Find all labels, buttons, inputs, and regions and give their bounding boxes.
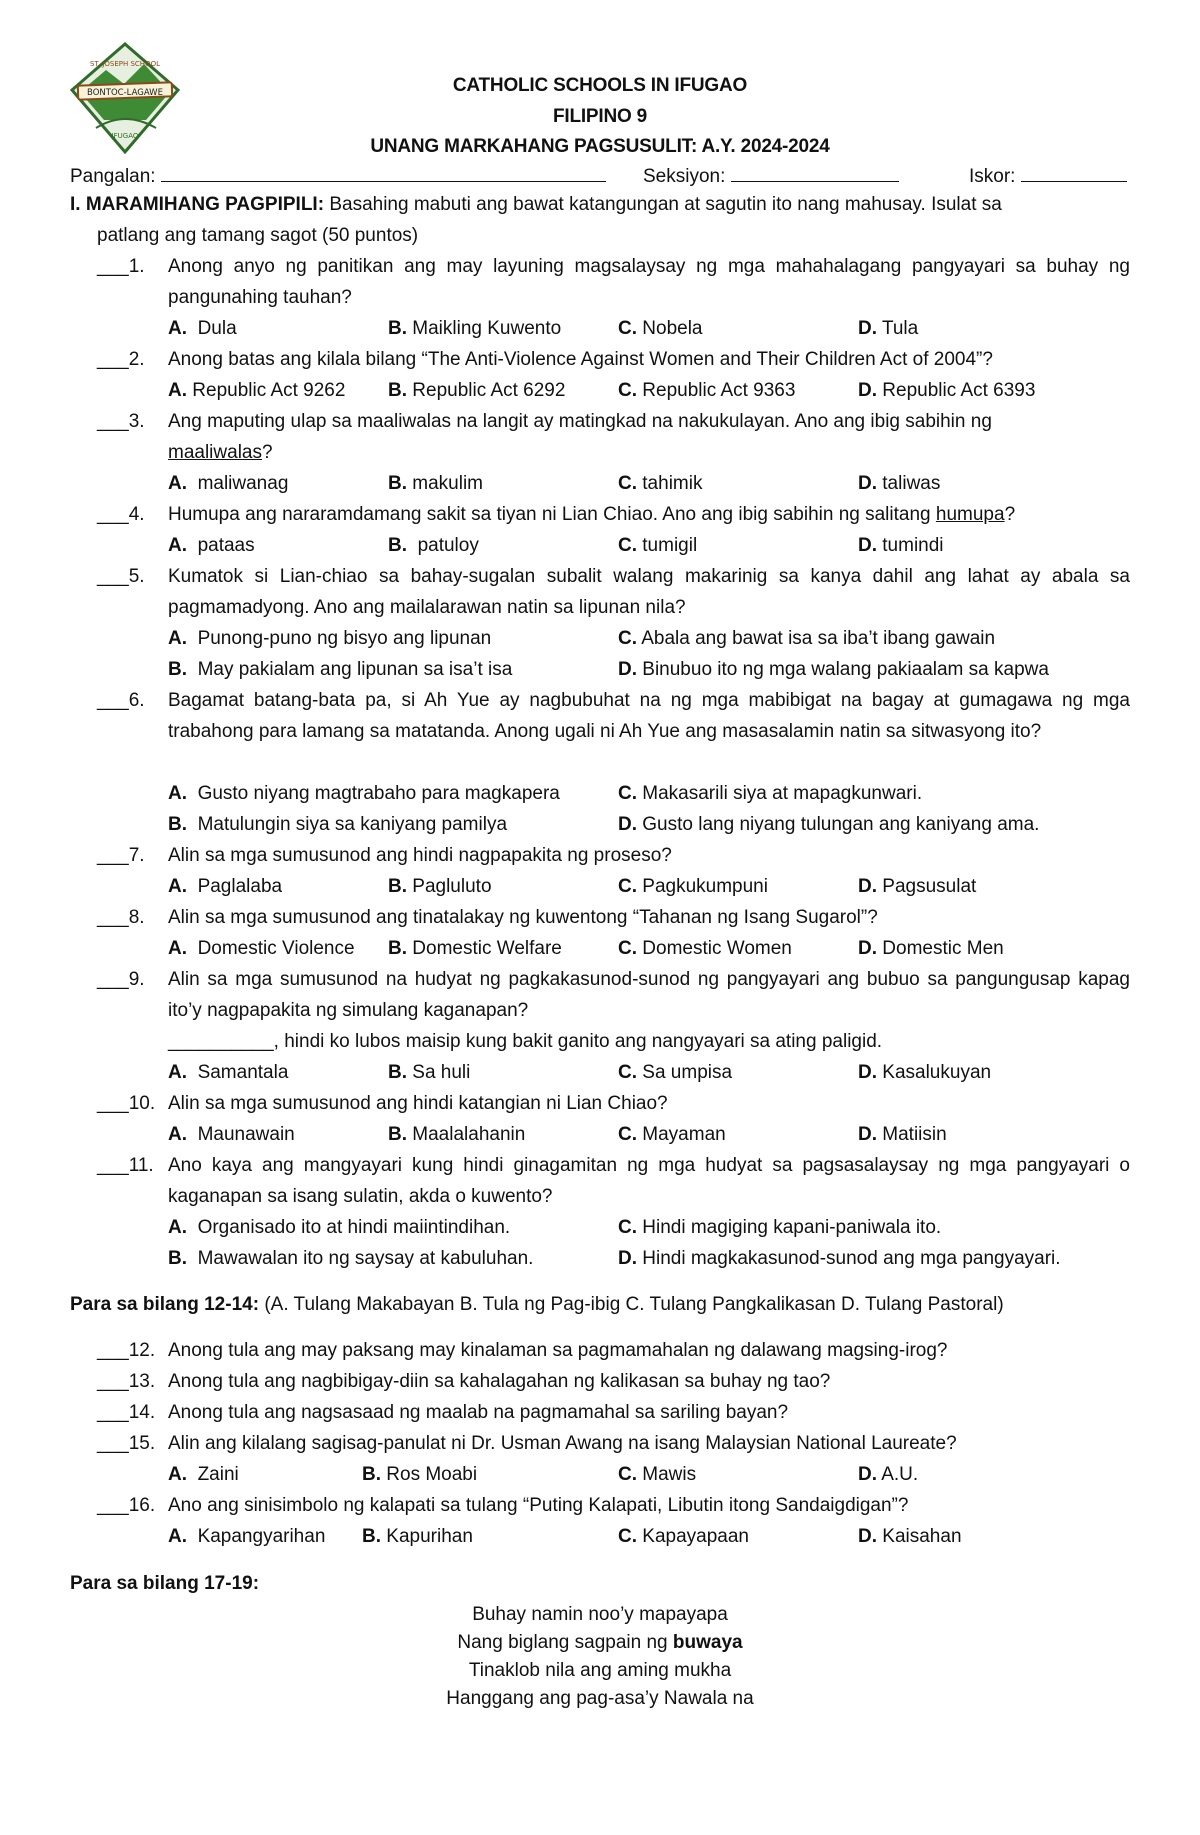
q9-text: Alin sa mga sumusunod na hudyat ng pagkakasunod-sunod ng pangyayari ang bubuo sa pangungusap kapag ito’y nagpapakita ng simulang kaganapan? [168, 969, 1130, 1021]
q5-option-a: A. Punong-puno ng bisyo ang lipunan [168, 628, 492, 649]
q2-number: ___2. [97, 349, 145, 370]
q6-option-d: D. Gusto lang niyang tulungan ang kaniyang ama. [618, 814, 1040, 835]
q3-option-a: A. maliwanag [168, 473, 289, 494]
q3-option-b: B. makulim [388, 473, 484, 494]
q2-option-d: D. Republic Act 6393 [858, 380, 1036, 401]
q9-number: ___9. [97, 969, 145, 990]
q8-option-a: A. Domestic Violence [168, 938, 355, 959]
q10-option-a: A. Maunawain [168, 1124, 295, 1145]
q11-number: ___11. [97, 1155, 154, 1176]
q7-option-a: A. Paglalaba [168, 876, 283, 897]
q6-number: ___6. [97, 690, 145, 711]
q10-option-b: B. Maalalahanin [388, 1124, 526, 1145]
q8-option-c: C. Domestic Women [618, 938, 792, 959]
q3-option-d: D. taliwas [858, 473, 941, 494]
q7-option-c: C. Pagkukumpuni [618, 876, 768, 897]
name-blank[interactable] [161, 161, 606, 182]
q1-number: ___1. [97, 256, 145, 277]
q4-option-a: A. pataas [168, 535, 255, 556]
para-17-19: Para sa bilang 17-19: [70, 1573, 260, 1594]
q14-number: ___14. [97, 1402, 156, 1423]
q5-text: Kumatok si Lian-chiao sa bahay-sugalan subalit walang makarinig sa kanya dahil ang lahat ay abala sa pagmamadyong. Ano ang mailalarawan natin sa lipunan nila? [168, 566, 1130, 618]
q8-number: ___8. [97, 907, 145, 928]
para-12-14: Para sa bilang 12-14: (A. Tulang Makabayan B. Tula ng Pag-ibig C. Tulang Pangkalikasan D. Tulang Pastoral) [70, 1294, 1004, 1315]
q10-text: Alin sa mga sumusunod ang hindi katangian ni Lian Chiao? [168, 1093, 668, 1114]
q7-option-b: B. Pagluluto [388, 876, 492, 897]
school-title: CATHOLIC SCHOOLS IN IFUGAO [452, 75, 748, 96]
q7-text: Alin sa mga sumusunod ang hindi nagpapakita ng proseso? [168, 845, 672, 866]
q8-option-b: B. Domestic Welfare [388, 938, 562, 959]
q15-option-a: A. Zaini [168, 1464, 239, 1485]
q10-option-d: D. Matiisin [858, 1124, 947, 1145]
poem-line-2: Nang biglang sagpain ng buwaya [457, 1632, 743, 1653]
poem-line-4: Hanggang ang pag-asa’y Nawala na [446, 1688, 754, 1709]
q14-text: Anong tula ang nagsasaad ng maalab na pagmamahal sa sariling bayan? [168, 1402, 789, 1423]
q6-text: Bagamat batang-bata pa, si Ah Yue ay nagbubuhat na ng mga mabibigat na bagay at gumagawa ng mga trabahong para lamang sa matatanda. Anong ugali ni Ah Yue ang masasalamin natin sa sitwasyong ito? [168, 690, 1130, 742]
score-field[interactable]: Iskor: [969, 161, 1127, 192]
q10-option-c: C. Mayaman [618, 1124, 726, 1145]
q11-option-d: D. Hindi magkakasunod-sunod ang mga pangyayari. [618, 1248, 1061, 1269]
q2-option-c: C. Republic Act 9363 [618, 380, 796, 401]
exam-title: UNANG MARKAHANG PAGSUSULIT: A.Y. 2024-2024 [370, 136, 830, 157]
q5-number: ___5. [97, 566, 145, 587]
q4-text: Humupa ang nararamdamang sakit sa tiyan ni Lian Chiao. Ano ang ibig sabihin ng salitang humupa? [168, 504, 1016, 525]
q3-option-c: C. tahimik [618, 473, 703, 494]
q9-option-c: C. Sa umpisa [618, 1062, 733, 1083]
q5-option-b: B. May pakialam ang lipunan sa isa’t isa [168, 659, 513, 680]
q11-option-b: B. Mawawalan ito ng saysay at kabuluhan. [168, 1248, 534, 1269]
q15-option-b: B. Ros Moabi [362, 1464, 478, 1485]
q8-option-d: D. Domestic Men [858, 938, 1004, 959]
q4-option-b: B. patuloy [388, 535, 479, 556]
q11-option-c: C. Hindi magiging kapani-paniwala ito. [618, 1217, 942, 1238]
q16-option-a: A. Kapangyarihan [168, 1526, 326, 1547]
q2-option-b: B. Republic Act 6292 [388, 380, 566, 401]
q1-option-d: D. Tula [858, 318, 919, 339]
q6-option-b: B. Matulungin siya sa kaniyang pamilya [168, 814, 508, 835]
q15-option-d: D. A.U. [858, 1464, 919, 1485]
q9-sentence: __________, hindi ko lubos maisip kung bakit ganito ang nangyayari sa ating paligid. [168, 1031, 883, 1052]
q16-option-b: B. Kapurihan [362, 1526, 473, 1547]
q5-option-d: D. Binubuo ito ng mga walang pakiaalam sa kapwa [618, 659, 1049, 680]
q12-text: Anong tula ang may paksang may kinalaman sa pagmamahalan ng dalawang magsing-irog? [168, 1340, 948, 1361]
section-blank[interactable] [731, 161, 899, 182]
q15-number: ___15. [97, 1433, 156, 1454]
section-field[interactable]: Seksiyon: [643, 161, 899, 192]
q8-text: Alin sa mga sumusunod ang tinatalakay ng kuwentong “Tahanan ng Isang Sugarol”? [168, 907, 878, 928]
q11-option-a: A. Organisado ito at hindi maiintindihan. [168, 1217, 511, 1238]
q9-option-a: A. Samantala [168, 1062, 289, 1083]
q12-number: ___12. [97, 1340, 156, 1361]
svg-text:IFUGAO: IFUGAO [111, 132, 139, 140]
svg-text:ST. JOSEPH SCHOOL: ST. JOSEPH SCHOOL [89, 60, 161, 68]
subject-title: FILIPINO 9 [552, 106, 648, 127]
q4-option-c: C. tumigil [618, 535, 698, 556]
poem-line-1: Buhay namin noo’y mapayapa [472, 1604, 728, 1625]
q15-text: Alin ang kilalang sagisag-panulat ni Dr. Usman Awang na isang Malaysian National Laureate? [168, 1433, 957, 1454]
q2-option-a: A. Republic Act 9262 [168, 380, 346, 401]
q13-number: ___13. [97, 1371, 156, 1392]
q16-text: Ano ang sinisimbolo ng kalapati sa tulang “Puting Kalapati, Libutin itong Sandaigdigan”? [168, 1495, 909, 1516]
poem-line-3: Tinaklob nila ang aming mukha [468, 1660, 732, 1681]
q13-text: Anong tula ang nagbibigay-diin sa kahalagahan ng kalikasan sa buhay ng tao? [168, 1371, 831, 1392]
q16-number: ___16. [97, 1495, 156, 1516]
score-blank[interactable] [1021, 161, 1127, 182]
q1-option-b: B. Maikling Kuwento [388, 318, 562, 339]
q2-text: Anong batas ang kilala bilang “The Anti-Violence Against Women and Their Children Act of 2004”? [168, 349, 993, 370]
q9-option-b: B. Sa huli [388, 1062, 471, 1083]
q1-text: Anong anyo ng panitikan ang may layuning magsalaysay ng mga mahahalagang pangyayari sa buhay ng pangunahing tauhan? [168, 256, 1130, 308]
q5-option-c: C. Abala ang bawat isa sa iba’t ibang gawain [618, 628, 996, 649]
q10-number: ___10. [97, 1093, 156, 1114]
q7-option-d: D. Pagsusulat [858, 876, 977, 897]
q6-option-c: C. Makasarili siya at mapagkunwari. [618, 783, 923, 804]
q1-option-a: A. Dula [168, 318, 237, 339]
q11-text: Ano kaya ang mangyayari kung hindi ginagamitan ng mga hudyat sa pagsasalaysay ng mga pangyayari o kaganapan sa isang sulatin, akda o kuwento? [168, 1155, 1130, 1207]
q6-option-a: A. Gusto niyang magtrabaho para magkapera [168, 783, 560, 804]
q3-text: Ang maputing ulap sa maaliwalas na langit ay matingkad na nakukulayan. Ano ang ibig sabihin ng maaliwalas? [168, 411, 992, 463]
q1-option-c: C. Nobela [618, 318, 703, 339]
q4-number: ___4. [97, 504, 145, 525]
q9-option-d: D. Kasalukuyan [858, 1062, 992, 1083]
section1-heading: I. MARAMIHANG PAGPIPILI: Basahing mabuti ang bawat katangungan at sagutin ito nang mahusay. Isulat sa [70, 194, 1002, 215]
q4-option-d: D. tumindi [858, 535, 944, 556]
q16-option-c: C. Kapayapaan [618, 1526, 749, 1547]
name-field[interactable]: Pangalan: [70, 161, 606, 192]
q7-number: ___7. [97, 845, 145, 866]
section1-instruction: patlang ang tamang sagot (50 puntos) [97, 225, 419, 246]
q15-option-c: C. Mawis [618, 1464, 697, 1485]
svg-text:BONTOC-LAGAWE: BONTOC-LAGAWE [87, 88, 163, 98]
q3-number: ___3. [97, 411, 145, 432]
q16-option-d: D. Kaisahan [858, 1526, 962, 1547]
